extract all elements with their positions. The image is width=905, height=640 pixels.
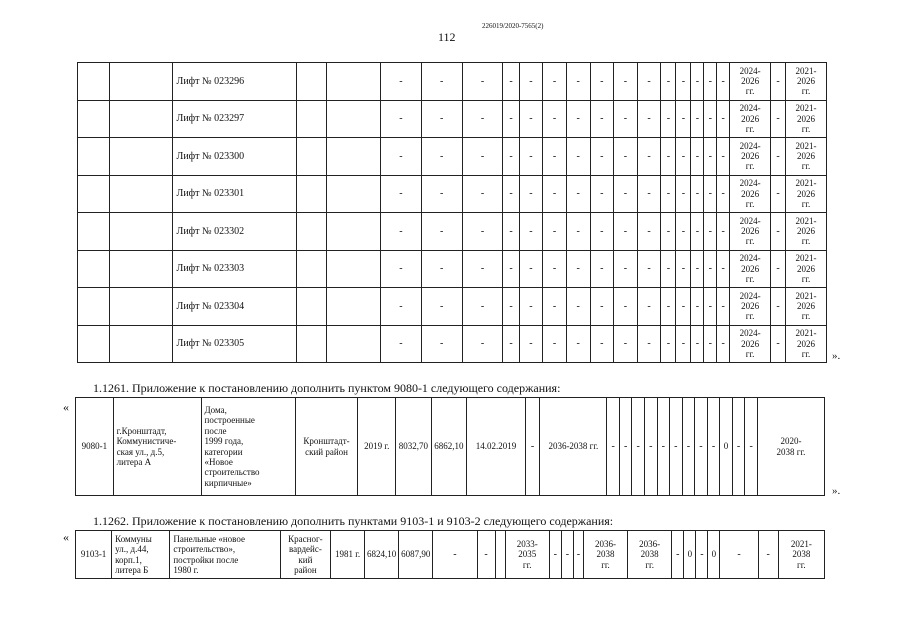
lift-dash-cell: - <box>566 213 590 251</box>
row-9080-dash: - <box>644 398 657 496</box>
lift-period-a: 2024- 2026 гг. <box>730 325 771 363</box>
lift-dash-cell: - <box>717 288 730 326</box>
lift-dash-cell: - <box>676 63 691 101</box>
row-9103-dash: - <box>758 531 778 579</box>
row-9103-dash: - <box>720 531 758 579</box>
row-9080-dash: - <box>707 398 720 496</box>
lift-dash-cell: - <box>462 175 503 213</box>
lift-dash-cell: - <box>503 213 519 251</box>
lift-name: Лифт № 023296 <box>172 63 297 101</box>
lift-dash-cell: - <box>543 213 567 251</box>
lift-dash-cell: - <box>661 250 676 288</box>
paragraph-1261: 1.1261. Приложение к постановлению дополнить пунктом 9080-1 следующего содержания: <box>93 381 561 395</box>
lift-dash-cell: - <box>770 175 785 213</box>
lift-dash-cell: - <box>691 63 704 101</box>
lift-dash-cell: - <box>543 63 567 101</box>
lift-empty-cell <box>297 138 327 176</box>
lift-dash-cell: - <box>566 138 590 176</box>
row-9080-address: г.Кронштадт, Коммунистиче- ская ул., д.5, литера А <box>113 398 201 496</box>
lift-dash-cell: - <box>661 213 676 251</box>
lift-dash-cell: - <box>704 250 717 288</box>
lift-row <box>78 325 827 363</box>
row-9080-dash: - <box>670 398 683 496</box>
lift-dash-cell: - <box>770 325 785 363</box>
lift-empty-cell <box>110 325 172 363</box>
row-9103-zero: 0 <box>684 531 696 579</box>
lift-dash-cell: - <box>717 250 730 288</box>
lift-empty-cell <box>327 288 381 326</box>
lift-row <box>78 175 827 213</box>
lift-dash-cell: - <box>676 325 691 363</box>
paragraph-1262: 1.1262. Приложение к постановлению дополнить пунктами 9103-1 и 9103-2 следующего содержания: <box>93 514 614 528</box>
row-9080-dash: - <box>525 398 540 496</box>
lift-empty-cell <box>78 138 110 176</box>
lift-dash-cell: - <box>676 175 691 213</box>
lift-empty-cell <box>297 325 327 363</box>
lift-empty-cell <box>110 250 172 288</box>
lift-period-b: 2021- 2026 гг. <box>786 213 827 251</box>
row-9080-dash: - <box>619 398 632 496</box>
lift-dash-cell: - <box>519 138 543 176</box>
row-9103-dash: - <box>561 531 573 579</box>
lift-dash-cell: - <box>503 100 519 138</box>
lift-name: Лифт № 023302 <box>172 213 297 251</box>
lift-dash-cell: - <box>421 175 462 213</box>
lift-empty-cell <box>327 63 381 101</box>
lift-dash-cell: - <box>503 63 519 101</box>
lift-dash-cell: - <box>614 288 638 326</box>
lift-period-b: 2021- 2026 гг. <box>786 288 827 326</box>
row-9080-dash: - <box>632 398 645 496</box>
lift-dash-cell: - <box>590 175 614 213</box>
lift-dash-cell: - <box>380 325 421 363</box>
lift-dash-cell: - <box>543 288 567 326</box>
row-9103-period-2: 2036- 2038 гг. <box>583 531 627 579</box>
row-9080-dash: - <box>682 398 695 496</box>
lift-dash-cell: - <box>590 250 614 288</box>
lift-dash-cell: - <box>519 250 543 288</box>
lift-empty-cell <box>78 288 110 326</box>
row-9103-zero: 0 <box>708 531 720 579</box>
lift-period-a: 2024- 2026 гг. <box>730 250 771 288</box>
lift-dash-cell: - <box>421 138 462 176</box>
lift-dash-cell: - <box>590 325 614 363</box>
lift-dash-cell: - <box>676 100 691 138</box>
lift-dash-cell: - <box>704 63 717 101</box>
row-9103-period-3: 2036- 2038 гг. <box>628 531 672 579</box>
row-9103 <box>76 531 825 579</box>
lift-dash-cell: - <box>770 63 785 101</box>
lift-dash-cell: - <box>676 288 691 326</box>
lift-period-a: 2024- 2026 гг. <box>730 175 771 213</box>
row-9080-year: 2019 г. <box>358 398 396 496</box>
lift-dash-cell: - <box>717 100 730 138</box>
row-9080-zero: 0 <box>720 398 733 496</box>
lift-dash-cell: - <box>590 138 614 176</box>
lift-empty-cell <box>78 63 110 101</box>
lift-name: Лифт № 023305 <box>172 325 297 363</box>
row-9080-dash: - <box>732 398 745 496</box>
lift-dash-cell: - <box>704 288 717 326</box>
lift-dash-cell: - <box>462 250 503 288</box>
lift-dash-cell: - <box>519 63 543 101</box>
lift-dash-cell: - <box>421 213 462 251</box>
lift-dash-cell: - <box>691 250 704 288</box>
lift-empty-cell <box>297 100 327 138</box>
lift-dash-cell: - <box>637 250 661 288</box>
lift-dash-cell: - <box>380 175 421 213</box>
lift-dash-cell: - <box>380 250 421 288</box>
lift-dash-cell: - <box>543 100 567 138</box>
lift-dash-cell: - <box>462 288 503 326</box>
lift-dash-cell: - <box>661 100 676 138</box>
lift-dash-cell: - <box>691 100 704 138</box>
lift-dash-cell: - <box>661 138 676 176</box>
lift-empty-cell <box>327 100 381 138</box>
lift-empty-cell <box>110 288 172 326</box>
lift-dash-cell: - <box>691 325 704 363</box>
lift-dash-cell: - <box>637 175 661 213</box>
lift-dash-cell: - <box>543 138 567 176</box>
lift-dash-cell: - <box>566 175 590 213</box>
lift-empty-cell <box>297 175 327 213</box>
row-9103-dash: - <box>433 531 477 579</box>
row-9080-dash: - <box>657 398 670 496</box>
lift-dash-cell: - <box>614 250 638 288</box>
lift-dash-cell: - <box>462 325 503 363</box>
lift-dash-cell: - <box>590 100 614 138</box>
lift-empty-cell <box>327 250 381 288</box>
lift-dash-cell: - <box>380 213 421 251</box>
lift-dash-cell: - <box>770 100 785 138</box>
lift-dash-cell: - <box>661 288 676 326</box>
lift-dash-cell: - <box>691 138 704 176</box>
lift-dash-cell: - <box>704 175 717 213</box>
lift-row <box>78 100 827 138</box>
lift-dash-cell: - <box>614 138 638 176</box>
lift-empty-cell <box>110 138 172 176</box>
lift-empty-cell <box>78 213 110 251</box>
lift-period-a: 2024- 2026 гг. <box>730 63 771 101</box>
lift-empty-cell <box>110 175 172 213</box>
lift-name: Лифт № 023300 <box>172 138 297 176</box>
row-9080-area-1: 8032,70 <box>396 398 432 496</box>
lift-dash-cell: - <box>637 63 661 101</box>
lift-period-b: 2021- 2026 гг. <box>786 325 827 363</box>
lift-empty-cell <box>297 288 327 326</box>
row-9103-year: 1981 г. <box>330 531 364 579</box>
lift-dash-cell: - <box>462 100 503 138</box>
lift-dash-cell: - <box>462 138 503 176</box>
lift-dash-cell: - <box>421 100 462 138</box>
row-9080-area-2: 6862,10 <box>431 398 467 496</box>
row-9103-area-2: 6087,90 <box>399 531 433 579</box>
lift-dash-cell: - <box>421 63 462 101</box>
lift-row <box>78 138 827 176</box>
lift-period-b: 2021- 2026 гг. <box>786 63 827 101</box>
lift-dash-cell: - <box>543 175 567 213</box>
lift-empty-cell <box>110 63 172 101</box>
lift-dash-cell: - <box>421 250 462 288</box>
lift-empty-cell <box>327 138 381 176</box>
lift-period-a: 2024- 2026 гг. <box>730 288 771 326</box>
row-9103-address: Коммуны ул., д.44, корп.1, литера Б <box>112 531 170 579</box>
lift-dash-cell: - <box>770 213 785 251</box>
lift-dash-cell: - <box>661 325 676 363</box>
row-9080-num: 9080-1 <box>76 398 114 496</box>
lift-dash-cell: - <box>704 100 717 138</box>
lift-period-b: 2021- 2026 гг. <box>786 138 827 176</box>
row-9080-type: Дома, построенные после 1999 года, категории «Новое строительство кирпичные» <box>201 398 295 496</box>
lift-dash-cell: - <box>380 63 421 101</box>
lift-empty-cell <box>327 325 381 363</box>
lift-dash-cell: - <box>380 100 421 138</box>
lift-empty-cell <box>297 63 327 101</box>
lift-dash-cell: - <box>590 63 614 101</box>
lift-empty-cell <box>78 250 110 288</box>
lift-dash-cell: - <box>503 138 519 176</box>
lift-period-b: 2021- 2026 гг. <box>786 175 827 213</box>
lift-period-a: 2024- 2026 гг. <box>730 100 771 138</box>
lift-dash-cell: - <box>566 250 590 288</box>
lift-dash-cell: - <box>503 288 519 326</box>
lift-dash-cell: - <box>543 250 567 288</box>
row-9103-type: Панельные «новое строительство», постройки после 1980 г. <box>170 531 280 579</box>
row-9103-dash: - <box>696 531 708 579</box>
row-9080-dash: - <box>745 398 758 496</box>
lift-empty-cell <box>110 100 172 138</box>
lift-dash-cell: - <box>704 213 717 251</box>
lift-empty-cell <box>327 175 381 213</box>
lift-dash-cell: - <box>462 213 503 251</box>
lift-empty-cell <box>297 250 327 288</box>
lift-dash-cell: - <box>614 63 638 101</box>
lift-dash-cell: - <box>566 325 590 363</box>
lift-dash-cell: - <box>676 250 691 288</box>
lift-dash-cell: - <box>380 288 421 326</box>
row-9080-total-period: 2020- 2038 гг. <box>757 398 824 496</box>
lift-dash-cell: - <box>519 100 543 138</box>
lift-period-b: 2021- 2026 гг. <box>786 250 827 288</box>
row-9080-period: 2036-2038 гг. <box>540 398 607 496</box>
lift-dash-cell: - <box>590 288 614 326</box>
lift-empty-cell <box>78 325 110 363</box>
lift-dash-cell: - <box>717 63 730 101</box>
open-quote-2: « <box>63 530 69 544</box>
row-9103-dash: - <box>477 531 495 579</box>
lift-dash-cell: - <box>691 288 704 326</box>
row-9103-area-1: 6824,10 <box>365 531 399 579</box>
lift-dash-cell: - <box>614 213 638 251</box>
row-9080-district: Кронштадт- ский район <box>295 398 358 496</box>
lift-row <box>78 213 827 251</box>
lift-empty-cell <box>110 213 172 251</box>
lift-table <box>77 62 827 363</box>
row-9103-table <box>75 530 825 579</box>
row-9080 <box>76 398 825 496</box>
row-9103-num: 9103-1 <box>76 531 112 579</box>
lift-dash-cell: - <box>637 138 661 176</box>
close-quote-1: ». <box>832 350 841 362</box>
row-9103-dash: - <box>672 531 684 579</box>
row-9103-dash: - <box>549 531 561 579</box>
lift-dash-cell: - <box>566 100 590 138</box>
open-quote-1: « <box>63 400 69 414</box>
lift-dash-cell: - <box>661 63 676 101</box>
lift-dash-cell: - <box>503 175 519 213</box>
row-9080-dash: - <box>607 398 620 496</box>
lift-dash-cell: - <box>717 213 730 251</box>
lift-empty-cell <box>78 100 110 138</box>
lift-dash-cell: - <box>770 288 785 326</box>
row-9103-period-1: 2033- 2035 гг. <box>505 531 549 579</box>
lift-dash-cell: - <box>421 325 462 363</box>
lift-dash-cell: - <box>462 63 503 101</box>
lift-dash-cell: - <box>380 138 421 176</box>
row-9080-date: 14.02.2019 <box>467 398 526 496</box>
lift-dash-cell: - <box>614 100 638 138</box>
lift-dash-cell: - <box>614 325 638 363</box>
close-quote-2: ». <box>832 485 841 497</box>
lift-dash-cell: - <box>676 213 691 251</box>
row-9103-total-period: 2021- 2038 гг. <box>778 531 824 579</box>
lift-dash-cell: - <box>637 100 661 138</box>
lift-period-a: 2024- 2026 гг. <box>730 138 771 176</box>
lift-dash-cell: - <box>519 325 543 363</box>
lift-dash-cell: - <box>503 325 519 363</box>
lift-dash-cell: - <box>503 250 519 288</box>
row-9103-dash <box>495 531 505 579</box>
lift-dash-cell: - <box>637 325 661 363</box>
lift-dash-cell: - <box>691 175 704 213</box>
row-9080-dash: - <box>695 398 708 496</box>
row-9080-table <box>75 397 825 496</box>
lift-dash-cell: - <box>770 250 785 288</box>
lift-dash-cell: - <box>691 213 704 251</box>
lift-dash-cell: - <box>519 288 543 326</box>
lift-dash-cell: - <box>717 175 730 213</box>
lift-dash-cell: - <box>676 138 691 176</box>
lift-dash-cell: - <box>543 325 567 363</box>
lift-row <box>78 63 827 101</box>
lift-empty-cell <box>78 175 110 213</box>
document-code: 226019/2020-7565(2) <box>482 22 544 30</box>
lift-dash-cell: - <box>637 288 661 326</box>
row-9103-district: Красног- вардейс- кий район <box>280 531 330 579</box>
lift-dash-cell: - <box>770 138 785 176</box>
lift-row <box>78 288 827 326</box>
page-number: 112 <box>438 30 456 44</box>
lift-empty-cell <box>327 213 381 251</box>
lift-dash-cell: - <box>421 288 462 326</box>
lift-dash-cell: - <box>566 63 590 101</box>
lift-period-b: 2021- 2026 гг. <box>786 100 827 138</box>
row-9103-dash: - <box>573 531 583 579</box>
lift-empty-cell <box>297 213 327 251</box>
lift-dash-cell: - <box>614 175 638 213</box>
lift-period-a: 2024- 2026 гг. <box>730 213 771 251</box>
lift-name: Лифт № 023303 <box>172 250 297 288</box>
lift-dash-cell: - <box>661 175 676 213</box>
lift-dash-cell: - <box>717 325 730 363</box>
lift-row <box>78 250 827 288</box>
lift-name: Лифт № 023304 <box>172 288 297 326</box>
lift-dash-cell: - <box>704 325 717 363</box>
lift-name: Лифт № 023301 <box>172 175 297 213</box>
lift-dash-cell: - <box>704 138 717 176</box>
lift-dash-cell: - <box>637 213 661 251</box>
lift-dash-cell: - <box>519 213 543 251</box>
lift-dash-cell: - <box>590 213 614 251</box>
lift-name: Лифт № 023297 <box>172 100 297 138</box>
lift-dash-cell: - <box>566 288 590 326</box>
lift-dash-cell: - <box>519 175 543 213</box>
lift-dash-cell: - <box>717 138 730 176</box>
